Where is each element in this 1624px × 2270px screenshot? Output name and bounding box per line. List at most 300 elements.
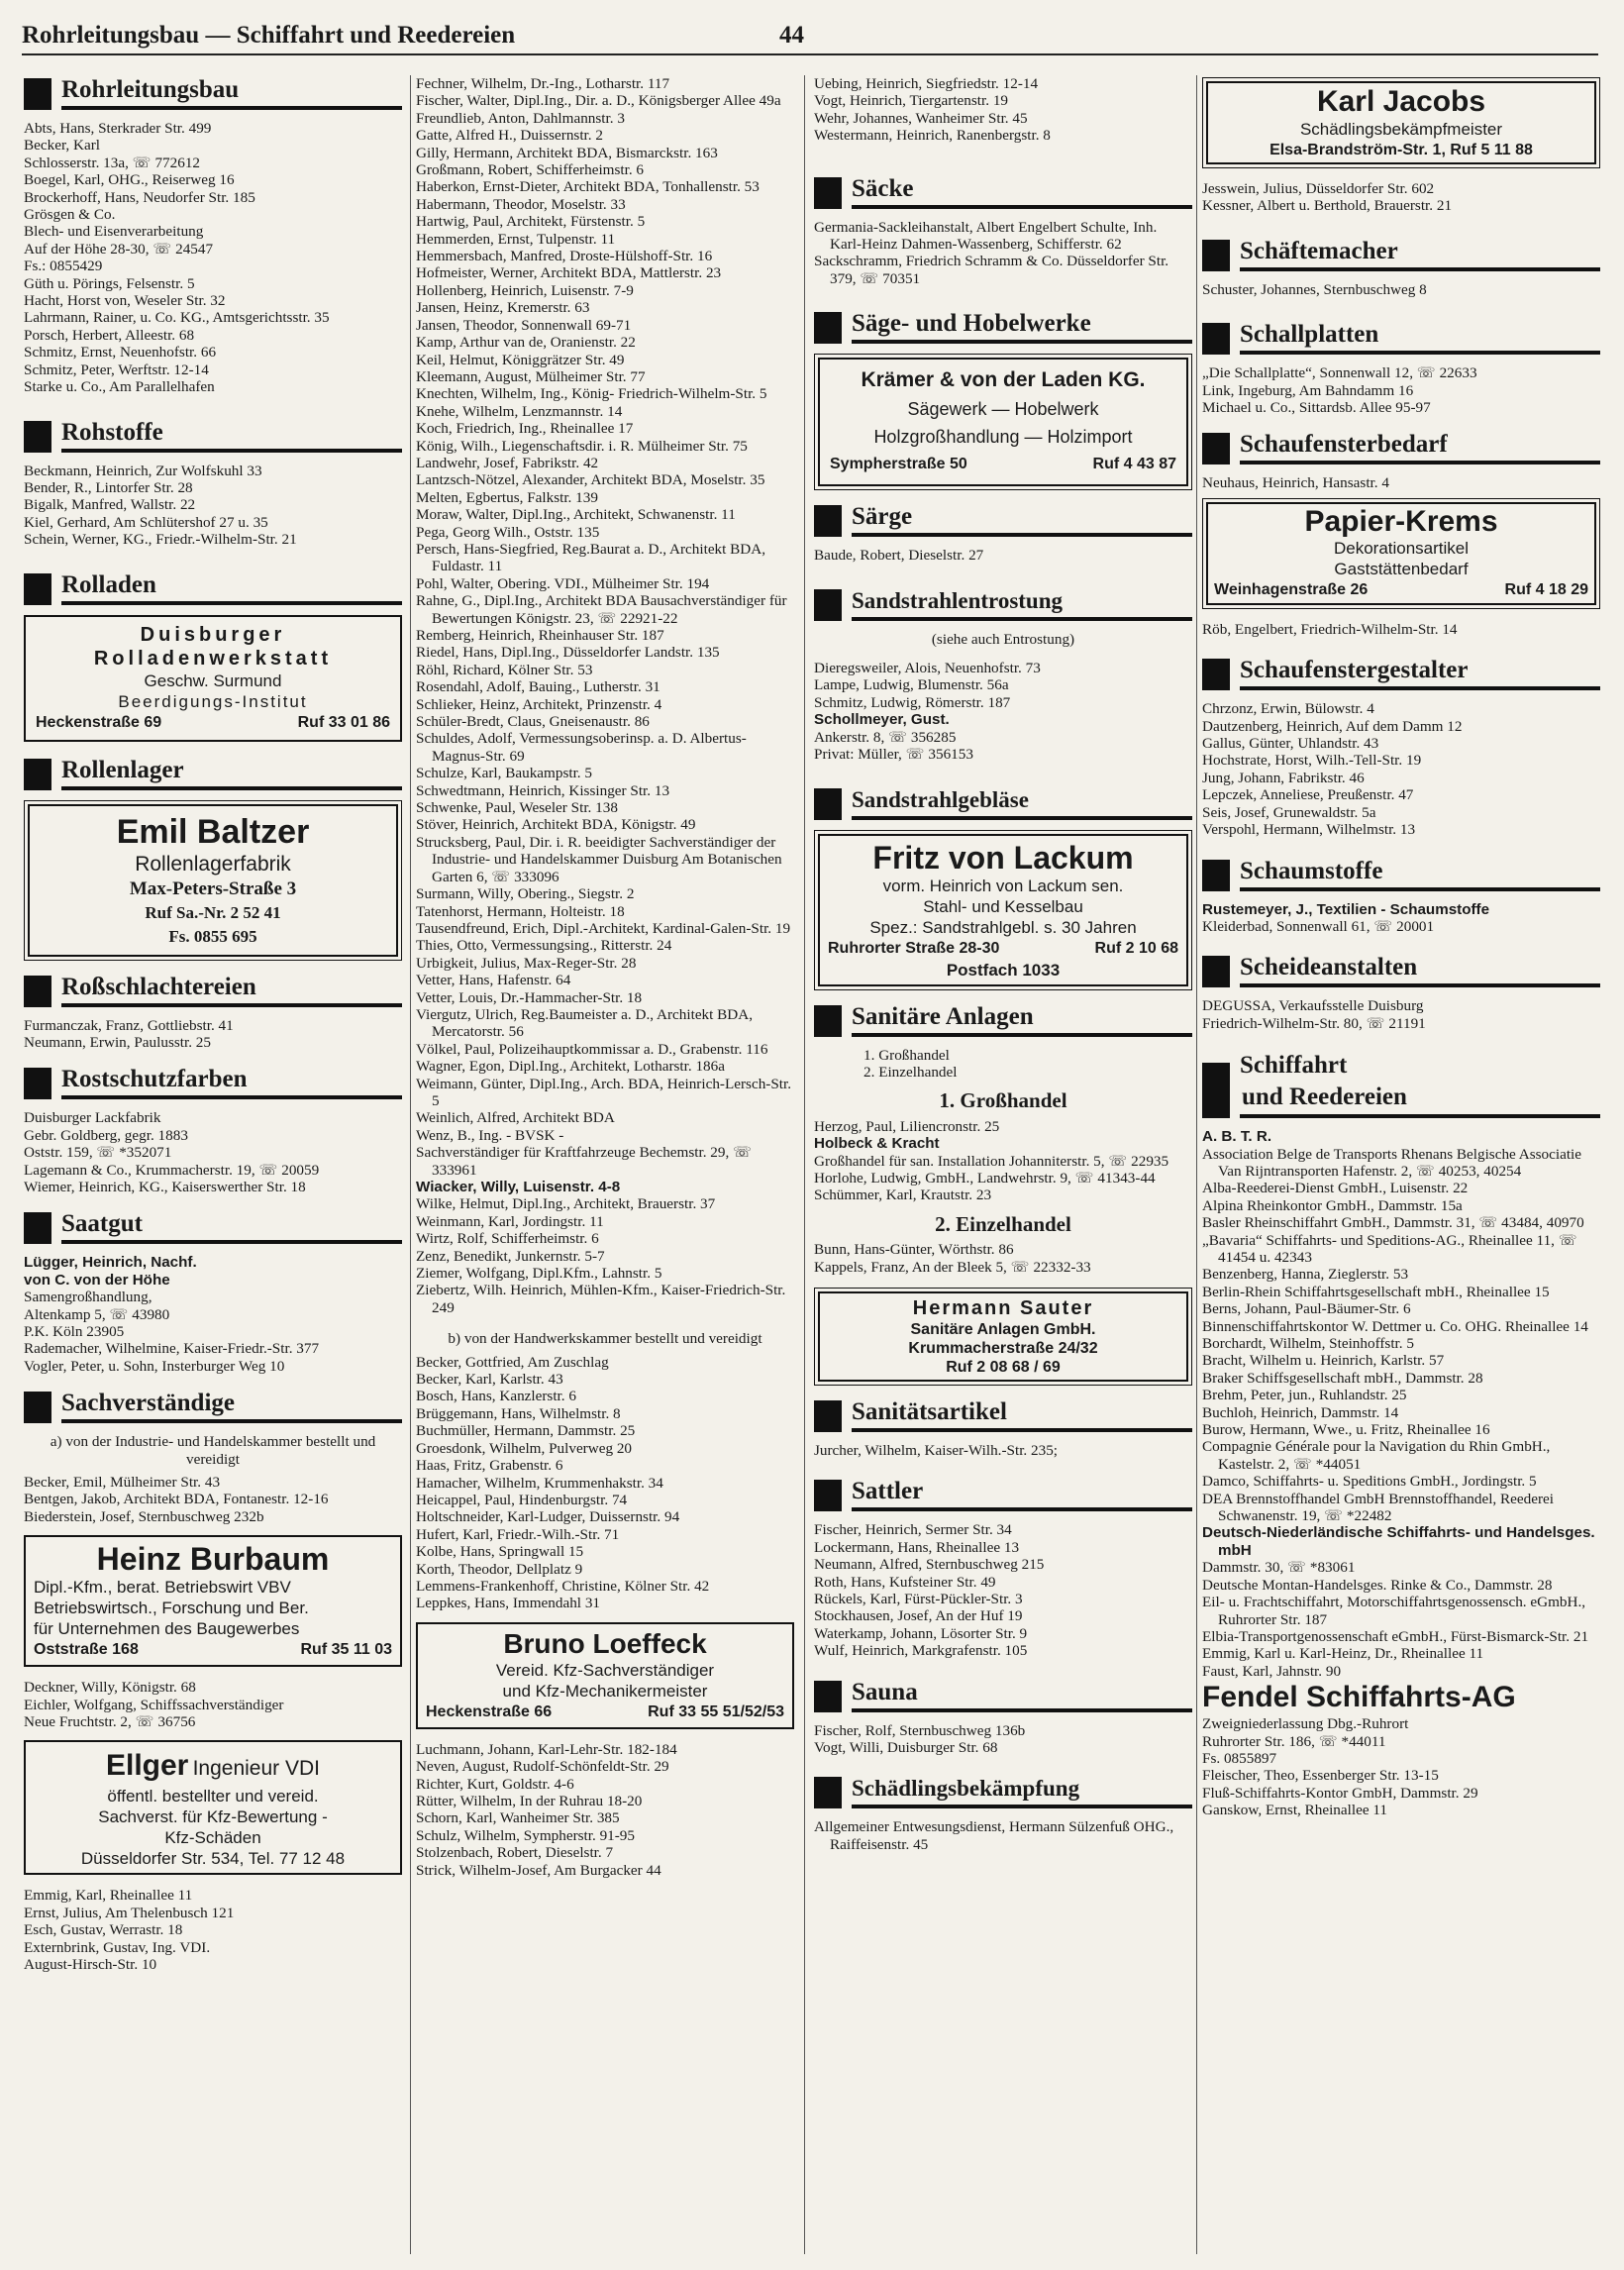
list-item: Kolbe, Hans, Springwall 15 (416, 1543, 584, 1561)
ad-line: Rolladenwerkstatt (93, 647, 333, 670)
entry-list (814, 1442, 1192, 1459)
ad-line: Rollenlagerfabrik (135, 852, 291, 876)
list-item: Weimann, Günter, Dipl.Ing., Arch. BDA, Heinrich-Lersch-Str. 5 (416, 1075, 792, 1109)
entry-list (24, 1474, 402, 1525)
list-item: Wilke, Helmut, Dipl.Ing., Architekt, Brauerstr. 37 (416, 1195, 716, 1213)
list-item: Lantzsch-Nötzel, Alexander, Architekt BDA, Moselstr. 35 (416, 471, 765, 489)
list-item: Schorn, Karl, Wanheimer Str. 385 (416, 1809, 620, 1827)
ad-karl-jacobs (1206, 81, 1596, 164)
list-item: Thies, Otto, Vermessungsing., Ritterstr. 24 (416, 937, 672, 955)
list-item: Neuhaus, Heinrich, Hansastr. 4 (1202, 474, 1389, 492)
list-item: Riedel, Hans, Dipl.Ing., Düsseldorfer Landstr. 135 (416, 644, 720, 662)
list-item: Basler Rheinschiffahrt GmbH., Dammstr. 31, ☏ 43484, 40970 (1202, 1214, 1584, 1232)
section-header (814, 785, 1192, 820)
section-header (1202, 430, 1600, 464)
section-marker-square (814, 505, 842, 537)
ad-phone: Ruf 35 11 03 (300, 1641, 392, 1659)
ad-papier-krems (1206, 502, 1596, 605)
page-number: 44 (779, 22, 804, 49)
list-item: Schuldes, Adolf, Vermessungsoberinsp. a. D. Albertus-Magnus-Str. 69 (416, 730, 747, 765)
list-item: Melten, Egbertus, Falkstr. 139 (416, 488, 598, 506)
section-marker-square (24, 573, 51, 605)
section-title: Schäftemacher (1240, 237, 1398, 264)
section-title: Schaumstoffe (1240, 857, 1383, 884)
list-item: Gatte, Alfred H., Duissernstr. 2 (416, 127, 603, 145)
ad-line: Krummacherstraße 24/32 (908, 1339, 1098, 1357)
list-item: Schulz, Wilhelm, Sympherstr. 91-95 (416, 1826, 635, 1844)
list-item: Völkel, Paul, Polizeihauptkommissar a. D., Grabenstr. 116 (416, 1040, 768, 1058)
list-item: Neumann, Alfred, Sternbuschweg 215 (814, 1556, 1045, 1574)
list-item: Remberg, Heinrich, Rheinhauser Str. 187 (416, 627, 664, 644)
entry-list (24, 1017, 402, 1052)
list-item: Korth, Theodor, Dellplatz 9 (416, 1560, 583, 1578)
list-item: Furmanczak, Franz, Gottliebstr. 41 (24, 1016, 234, 1034)
list-item: Lahrmann, Rainer, u. Co. KG., Amtsgerichtsstr. 35 (24, 309, 330, 327)
section-marker-square (1202, 956, 1230, 987)
list-item: Wiemer, Heinrich, KG., Kaiserswerther Str. 18 (24, 1178, 306, 1195)
section-marker-square (24, 78, 51, 110)
entry-list (1202, 997, 1600, 1032)
entry-list (814, 547, 1192, 564)
list-item: Berlin-Rhein Schiffahrtsgesellschaft mbH., Rheinallee 15 (1202, 1283, 1550, 1300)
list-item: Haas, Fritz, Grabenstr. 6 (416, 1457, 563, 1475)
list-item: Brockerhoff, Hans, Neudorfer Str. 185 (24, 188, 255, 206)
list-item: Fluß-Schiffahrts-Kontor GmbH, Dammstr. 29 (1202, 1784, 1478, 1802)
ad-phone: Ruf 33 55 51/52/53 (648, 1702, 784, 1720)
list-item: Michael u. Co., Sittardsb. Allee 95-97 (1202, 399, 1431, 417)
list-item: Hamacher, Wilhelm, Krummenhakstr. 34 (416, 1474, 663, 1492)
entry-list (24, 1254, 402, 1375)
ad-line: für Unternehmen des Baugewerbes (34, 1619, 300, 1639)
ad-line: Sägewerk — Hobelwerk (907, 399, 1099, 420)
entry-list (24, 1679, 402, 1730)
list-item: Hemmersbach, Manfred, Droste-Hülshoff-Str. 16 (416, 248, 713, 265)
section-header (1202, 953, 1600, 987)
list-item: Kleemann, August, Mülheimer Str. 77 (416, 367, 646, 385)
ad-phone: Ruf 4 43 87 (1092, 456, 1176, 473)
list-item: Sackschramm, Friedrich Schramm & Co. Düsseldorfer Str. 379, ☏ 70351 (814, 253, 1169, 287)
list-item: Esch, Gustav, Werrastr. 18 (24, 1921, 183, 1939)
list-item: Herzog, Paul, Liliencronstr. 25 (814, 1117, 1000, 1135)
list-item: Schümmer, Karl, Krautstr. 23 (814, 1187, 992, 1204)
section-title: Schädlingsbekämpfung (852, 1776, 1080, 1802)
entry-list (24, 1109, 402, 1195)
list-item: Brehm, Peter, jun., Ruhlandstr. 25 (1202, 1387, 1407, 1404)
list-item: Faust, Karl, Jahnstr. 90 (1202, 1662, 1342, 1680)
list-item: Seis, Josef, Grunewaldstr. 5a (1202, 803, 1376, 821)
list-item: Hufert, Karl, Friedr.-Wilh.-Str. 71 (416, 1525, 620, 1543)
entry-list (1202, 281, 1600, 298)
list-item: Waterkamp, Johann, Lösorter Str. 9 (814, 1624, 1028, 1642)
list-item: Röb, Engelbert, Friedrich-Wilhelm-Str. 14 (1202, 620, 1458, 638)
section-marker-square (814, 1005, 842, 1037)
list-item: Braker Schiffsgesellschaft mbH., Dammstr. 28 (1202, 1369, 1483, 1387)
list-item: Wagner, Egon, Dipl.Ing., Architekt, Lotharstr. 186a (416, 1058, 725, 1076)
ad-address: Oststraße 168 (34, 1641, 139, 1659)
section-header (24, 756, 402, 790)
list-item: Persch, Hans-Siegfried, Reg.Baurat a. D., Architekt BDA, Fuldastr. 11 (416, 540, 766, 575)
list-item: Fs.: 0855429 (24, 258, 103, 275)
list-item: Bracht, Wilhelm u. Heinrich, Karlstr. 57 (1202, 1352, 1445, 1370)
list-item: König, Wilh., Liegenschaftsdir. i. R. Mülheimer Str. 75 (416, 437, 748, 455)
section-title: Rohstoffe (61, 418, 163, 446)
list-item: Baude, Robert, Dieselstr. 27 (814, 547, 984, 565)
list-item: Schüler-Bredt, Claus, Gneisenaustr. 86 (416, 713, 650, 731)
list-item: Germania-Sackleihanstalt, Albert Engelbert Schulte, Inh. Karl-Heinz Dahmen-Wassenberg, Schifferstr. 62 (814, 218, 1158, 254)
ad-line: Schädlingsbekämpfmeister (1299, 120, 1503, 139)
list-item: Schmitz, Ernst, Neuenhofstr. 66 (24, 344, 217, 361)
list-item: Lügger, Heinrich, Nachf. (24, 1254, 197, 1272)
ad-name: Karl Jacobs (1316, 85, 1486, 118)
list-item: Kessner, Albert u. Berthold, Brauerstr. 21 (1202, 197, 1453, 215)
list-item: Weinlich, Alfred, Architekt BDA (416, 1109, 615, 1127)
ad-name: Bruno Loeffeck (503, 1627, 707, 1659)
ad-phone: Ruf 2 10 68 (1094, 939, 1178, 957)
list-item: Heicappel, Paul, Hindenburgstr. 74 (416, 1491, 628, 1508)
section-title: Rollenlager (61, 756, 184, 783)
list-item: Ziebertz, Wilh. Heinrich, Mühlen-Kfm., Kaiser-Friedrich-Str. 249 (416, 1282, 786, 1316)
ad-phone: Ruf Sa.-Nr. 2 52 41 (145, 902, 281, 922)
list-item: Abts, Hans, Sterkrader Str. 499 (24, 120, 212, 137)
list-item: Porsch, Herbert, Alleestr. 68 (24, 326, 195, 344)
list-item: Rustemeyer, J., Textilien - Schaumstoffe (1202, 900, 1490, 918)
list-item: Neven, August, Rudolf-Schönfeldt-Str. 29 (416, 1758, 669, 1776)
ad-address: Weinhagenstraße 26 (1214, 580, 1369, 598)
list-item: Bender, R., Lintorfer Str. 28 (24, 478, 193, 496)
section-title: Scheideanstalten (1240, 954, 1418, 981)
list-item: DEA Brennstoffhandel GmbH Brennstoffhandel, Reederei Schwanenstr. 19, ☏ *22482 (1202, 1490, 1554, 1525)
ad-name: Heinz Burbaum (96, 1541, 330, 1578)
entry-list (1202, 474, 1600, 491)
section-title: Sandstrahlgebläse (852, 786, 1029, 812)
section-marker-square (814, 1681, 842, 1712)
entry-list (1202, 364, 1600, 416)
ad-kraemer-von-der-laden (818, 358, 1188, 486)
ad-emil-baltzer (28, 804, 398, 957)
list-item: Kamp, Arthur van de, Oranienstr. 22 (416, 334, 636, 352)
ad-line: Dipl.-Kfm., berat. Betriebswirt VBV (34, 1578, 291, 1598)
list-item: Jurcher, Wilhelm, Kaiser-Wilh.-Str. 235; (814, 1441, 1059, 1459)
list-item: Holtschneider, Karl-Ludger, Duissernstr. 94 (416, 1508, 680, 1526)
section-title: Sachverständige (61, 1390, 235, 1417)
entry-list (416, 1354, 794, 1612)
entry-list (814, 1118, 1192, 1204)
list-item: Schlieker, Heinz, Architekt, Prinzenstr. 4 (416, 695, 662, 713)
entry-list (814, 75, 1192, 145)
section-header (814, 1002, 1192, 1037)
list-item: Pega, Georg Wilh., Oststr. 135 (416, 523, 600, 541)
section-title: Saatgut (61, 1210, 143, 1238)
column-1 (24, 75, 402, 2254)
ad-hermann-sauter (818, 1291, 1188, 1382)
column-rule (804, 75, 805, 2254)
list-item: Blech- und Eisenverarbeitung (24, 223, 204, 241)
list-item: Alba-Reederei-Dienst GmbH., Luisenstr. 22 (1202, 1180, 1469, 1197)
list-item: Beckmann, Heinrich, Zur Wolfskuhl 33 (24, 462, 262, 479)
list-item: Becker, Karl, Karlstr. 43 (416, 1371, 563, 1389)
list-item: Gilly, Hermann, Architekt BDA, Bismarckstr. 163 (416, 144, 718, 161)
section-title: Rolladen (61, 570, 156, 598)
section-header (24, 75, 402, 110)
ad-address: Heckenstraße 66 (426, 1702, 553, 1720)
list-item: 2. Einzelhandel (863, 1063, 958, 1081)
ad-name: Fritz von Lackum (872, 839, 1134, 876)
ad-line: Sachverst. für Kfz-Bewertung - (98, 1807, 328, 1827)
list-item: Ernst, Julius, Am Thelenbusch 121 (24, 1904, 235, 1921)
section-title: Sattler (852, 1478, 924, 1505)
list-item: Sachverständiger für Kraftfahrzeuge Bechemstr. 29, ☏ 333961 (416, 1144, 753, 1179)
ad-name: Ellger (105, 1749, 189, 1783)
list-item: Schlosserstr. 13a, ☏ 772612 (24, 154, 201, 171)
list-item: Neue Fruchtstr. 2, ☏ 36756 (24, 1713, 196, 1731)
ad-address: Ruhrorter Straße 28-30 (828, 939, 1000, 957)
list-item: Dammstr. 30, ☏ *83061 (1202, 1559, 1356, 1577)
ad-line: vorm. Heinrich von Lackum sen. (882, 876, 1124, 895)
list-item: Gebr. Goldberg, gegr. 1883 (24, 1126, 188, 1144)
list-item: Benzenberg, Hanna, Zieglerstr. 53 (1202, 1266, 1409, 1284)
ad-phone: Ruf 4 18 29 (1504, 580, 1588, 598)
list-item: Becker, Emil, Mülheimer Str. 43 (24, 1474, 221, 1492)
section-header (1202, 1050, 1600, 1118)
entry-list (1202, 700, 1600, 838)
list-item: Elbia-Transportgenossenschaft eGmbH., Fürst-Bismarck-Str. 21 (1202, 1627, 1589, 1645)
section-marker-square (1202, 433, 1230, 464)
list-item: Tatenhorst, Hermann, Holteistr. 18 (416, 902, 625, 920)
ad-phone: Ruf 2 08 68 / 69 (946, 1358, 1061, 1376)
ad-line: Stahl- und Kesselbau (923, 896, 1083, 916)
section-title: Särge (852, 503, 913, 531)
list-item: Hochstrate, Horst, Wilh.-Tell-Str. 19 (1202, 752, 1422, 770)
list-item: Koch, Friedrich, Ing., Rheinallee 17 (416, 420, 634, 438)
list-item: Ganskow, Ernst, Rheinallee 11 (1202, 1802, 1387, 1819)
section-marker-square (814, 312, 842, 344)
list-item: Knechten, Wilhelm, Ing., König- Friedrich-Wilhelm-Str. 5 (416, 385, 767, 403)
section-header (814, 586, 1192, 621)
list-item: Richter, Kurt, Goldstr. 4-6 (416, 1775, 574, 1793)
list-item: Verspohl, Hermann, Wilhelmstr. 13 (1202, 821, 1416, 839)
section-header (24, 570, 402, 605)
list-item: Ruhrorter Str. 186, ☏ *44011 (1202, 1732, 1386, 1750)
entry-list (1202, 901, 1600, 936)
list-item: Alpina Rheinkontor GmbH., Dammstr. 15a (1202, 1196, 1463, 1214)
entry-list (1202, 1715, 1600, 1818)
entry-list (1202, 621, 1600, 638)
ad-fritz-von-lackum (818, 834, 1188, 986)
entry-list (24, 1887, 402, 1973)
list-item: Becker, Karl (24, 137, 100, 155)
entry-list (24, 463, 402, 549)
ad-bruno-loeffeck (416, 1622, 794, 1729)
section-marker-square (1202, 659, 1230, 690)
ad-rolladenwerkstatt (24, 615, 402, 742)
list-item: Jansen, Theodor, Sonnenwall 69-71 (416, 316, 632, 334)
list-item: Pohl, Walter, Obering. VDI., Mülheimer Str. 194 (416, 574, 710, 592)
list-item: Altenkamp 5, ☏ 43980 (24, 1305, 170, 1323)
ad-line: Geschw. Surmund (144, 671, 282, 690)
section-note: (siehe auch Entrostung) (931, 630, 1075, 648)
section-title: Schaufensterbedarf (1240, 431, 1448, 459)
list-item: Schollmeyer, Gust. (814, 711, 950, 729)
ad-name: Krämer & von der Laden KG. (861, 368, 1146, 392)
section-header (814, 502, 1192, 537)
list-item: Stockhausen, Josef, An der Huf 19 (814, 1607, 1023, 1625)
list-item: Hartwig, Paul, Architekt, Fürstenstr. 5 (416, 213, 646, 231)
list-item: Westermann, Heinrich, Ranenbergstr. 8 (814, 127, 1051, 145)
list-item: Ziemer, Wolfgang, Dipl.Kfm., Lahnstr. 5 (416, 1265, 662, 1283)
ad-line: Kfz-Schäden (164, 1828, 261, 1848)
section-title: Sauna (852, 1678, 918, 1705)
ad-name: Emil Baltzer (116, 812, 310, 851)
list-item: Buchloh, Heinrich, Dammstr. 14 (1202, 1403, 1399, 1421)
list-item: Hofmeister, Werner, Architekt BDA, Mattlerstr. 23 (416, 264, 722, 282)
list-item: Duisburger Lackfabrik (24, 1109, 161, 1127)
list-item: Fischer, Rolf, Sternbuschweg 136b (814, 1721, 1026, 1739)
list-item: Schwenke, Paul, Weseler Str. 138 (416, 799, 618, 817)
list-item: Privat: Müller, ☏ 356153 (814, 746, 973, 764)
column-rule (410, 75, 411, 2254)
section-header (814, 1774, 1192, 1808)
section-header (24, 1065, 402, 1099)
list-item: Viergutz, Ulrich, Reg.Baumeister a. D., Architekt BDA, Mercatorstr. 56 (416, 1005, 754, 1041)
section-title: Sandstrahlentrostung (852, 587, 1064, 613)
entry-list (814, 1521, 1192, 1659)
list-item: Biederstein, Josef, Sternbuschweg 232b (24, 1507, 264, 1525)
list-item: Schein, Werner, KG., Friedr.-Wilhelm-Str. 21 (24, 531, 297, 549)
list-item: Uebing, Heinrich, Siegfriedstr. 12-14 (814, 75, 1039, 92)
list-item: Allgemeiner Entwesungsdienst, Hermann Sülzenfuß OHG., Raiffeisenstr. 45 (814, 1818, 1174, 1853)
list-item: Schuster, Johannes, Sternbuschweg 8 (1202, 280, 1427, 298)
column-3 (814, 75, 1192, 2254)
list-item: Haberkon, Ernst-Dieter, Architekt BDA, Tonhallenstr. 53 (416, 178, 760, 196)
section-title: Säge- und Hobelwerke (852, 310, 1091, 338)
section-header (1202, 857, 1600, 891)
ad-title: Ingenieur VDI (192, 1757, 321, 1781)
list-item: Jesswein, Julius, Düsseldorfer Str. 602 (1202, 180, 1435, 197)
section-header (814, 1477, 1192, 1511)
running-head (22, 20, 1598, 55)
list-item: Vetter, Hans, Hafenstr. 64 (416, 972, 571, 989)
ad-line: und Kfz-Mechanikermeister (502, 1681, 708, 1701)
ad-line: Betriebswirtsch., Forschung und Ber. (34, 1599, 309, 1618)
list-item: Fleischer, Theo, Essenberger Str. 13-15 (1202, 1767, 1439, 1785)
list-item: Zweigniederlassung Dbg.-Ruhrort (1202, 1715, 1409, 1733)
section-title: Säcke (852, 174, 914, 202)
ad-line: Beerdigungs-Institut (118, 691, 308, 711)
list-item: Rahne, G., Dipl.Ing., Architekt BDA Bausachverständiger für Bewertungen Königstr. 23, ☏ 22921-22 (416, 592, 787, 627)
list-item: Vogt, Willi, Duisburger Str. 68 (814, 1739, 998, 1757)
list-item: Knehe, Wilhelm, Lenzmannstr. 14 (416, 402, 623, 420)
ad-line: Gaststättenbedarf (1334, 559, 1469, 578)
ad-line: Dekorationsartikel (1333, 538, 1470, 558)
list-item: Strucksberg, Paul, Dir. i. R. beeidigter Sachverständiger der Industrie- und Handelskammer Duisburg Am Botanischen Garten 6, ☏ 333096 (416, 833, 782, 885)
list-item: Wulf, Heinrich, Markgrafenstr. 105 (814, 1642, 1028, 1660)
list-item: Roth, Hans, Kufsteiner Str. 49 (814, 1573, 996, 1591)
list-item: A. B. T. R. (1202, 1128, 1272, 1146)
list-item: Rütter, Wilhelm, In der Ruhrau 18-20 (416, 1792, 643, 1809)
list-item: Link, Ingeburg, Am Bahndamm 16 (1202, 381, 1414, 399)
list-item: Deutsch-Niederländische Schiffahrts- und Handelsges. mbH (1202, 1524, 1595, 1559)
subsection-title: 2. Einzelhandel (935, 1211, 1071, 1236)
list-item: Vetter, Louis, Dr.-Hammacher-Str. 18 (416, 988, 643, 1006)
section-header (1202, 320, 1600, 355)
section-header (24, 1209, 402, 1244)
list-item: Schwedtmann, Heinrich, Kissinger Str. 13 (416, 781, 670, 799)
list-item: Brüggemann, Hans, Wilhelmstr. 8 (416, 1404, 621, 1422)
section-marker-square (814, 177, 842, 209)
list-item: Kappels, Franz, An der Bleek 5, ☏ 22332-33 (814, 1258, 1091, 1276)
section-title: Schaufenstergestalter (1240, 657, 1469, 684)
list-item: Urbigkeit, Julius, Max-Reger-Str. 28 (416, 954, 637, 972)
section-note: b) von der Handwerkskammer bestellt und vereidigt (448, 1330, 762, 1348)
list-item: „Bavaria“ Schiffahrts- und Speditions-AG., Rheinallee 11, ☏ 41454 u. 42343 (1202, 1231, 1577, 1266)
entry-list (1202, 180, 1600, 215)
section-marker-square (24, 1212, 51, 1244)
section-marker-square (24, 759, 51, 790)
list-item: Ankerstr. 8, ☏ 356285 (814, 728, 957, 746)
list-item: P.K. Köln 23905 (24, 1323, 125, 1340)
section-header (814, 174, 1192, 209)
list-item: Bosch, Hans, Kanzlerstr. 6 (416, 1388, 576, 1405)
section-header (1202, 237, 1600, 271)
list-item: Landwehr, Josef, Fabrikstr. 42 (416, 454, 599, 471)
list-item: Bunn, Hans-Günter, Wörthstr. 86 (814, 1241, 1014, 1259)
section-marker-square (814, 788, 842, 820)
column-rule (1196, 75, 1197, 2254)
fendel-name: Fendel Schiffahrts-AG (1202, 1681, 1516, 1714)
section-marker-square (1202, 860, 1230, 891)
entry-list (814, 1722, 1192, 1757)
list-item: Schmitz, Ludwig, Römerstr. 187 (814, 693, 1011, 711)
list-item: Friedrich-Wilhelm-Str. 80, ☏ 21191 (1202, 1014, 1426, 1032)
list-item: Kleiderbad, Sonnenwall 61, ☏ 20001 (1202, 917, 1435, 935)
section-title: Sanitätsartikel (852, 1397, 1007, 1425)
ad-line: Duisburger (140, 623, 286, 646)
list-item: Boegel, Karl, OHG., Reiserweg 16 (24, 171, 235, 189)
list-item: Burow, Hermann, Wwe., u. Fritz, Rheinallee 16 (1202, 1421, 1490, 1439)
list-item: Fischer, Walter, Dipl.Ing., Dir. a. D., Königsberger Allee 49a (416, 92, 781, 110)
list-item: Schmitz, Peter, Werftstr. 12-14 (24, 361, 209, 378)
ad-name: Hermann Sauter (912, 1296, 1094, 1319)
list-item: August-Hirsch-Str. 10 (24, 1956, 157, 1974)
section-marker-square (814, 1777, 842, 1808)
section-marker-square (24, 1392, 51, 1423)
list-item: Zenz, Benedikt, Junkernstr. 5-7 (416, 1247, 605, 1265)
section-marker-square (814, 1400, 842, 1432)
list-item: Deckner, Willy, Königstr. 68 (24, 1679, 196, 1697)
list-item: Emmig, Karl u. Karl-Heinz, Dr., Rheinallee 11 (1202, 1645, 1484, 1663)
list-item: Damco, Schiffahrts- u. Speditions GmbH., Jordingstr. 5 (1202, 1473, 1537, 1491)
list-item: Wirtz, Rolf, Schifferheimstr. 6 (416, 1230, 599, 1248)
list-item: Holbeck & Kracht (814, 1135, 940, 1153)
list-item: Borchardt, Wilhelm, Steinhoffstr. 5 (1202, 1335, 1414, 1352)
ad-address: Sympherstraße 50 (830, 456, 967, 473)
section-title: Schiffahrt (1240, 1052, 1348, 1080)
list-item: Buchmüller, Hermann, Dammstr. 25 (416, 1422, 636, 1440)
list-item: Lepczek, Anneliese, Preußenstr. 47 (1202, 786, 1414, 804)
section-title: Rohrleitungsbau (61, 76, 240, 103)
section-header (24, 1389, 402, 1423)
list-item: Tausendfreund, Erich, Dipl.-Architekt, Kardinal-Galen-Str. 19 (416, 919, 791, 937)
section-marker-square (814, 1480, 842, 1511)
ad-line: Holzgroßhandlung — Holzimport (873, 427, 1133, 448)
section-title: Rostschutzfarben (61, 1066, 248, 1093)
list-item: Berns, Johann, Paul-Bäumer-Str. 6 (1202, 1300, 1411, 1318)
entry-list (24, 120, 402, 396)
list-item: Chrzonz, Erwin, Bülowstr. 4 (1202, 700, 1374, 718)
list-item: Binnenschiffahrtskontor W. Dettmer u. Co. OHG. Rheinallee 14 (1202, 1317, 1588, 1335)
list-item: Compagnie Générale pour la Navigation du Rhin GmbH., Kastelstr. 2, ☏ *44051 (1202, 1438, 1551, 1473)
section-marker-square (24, 976, 51, 1007)
